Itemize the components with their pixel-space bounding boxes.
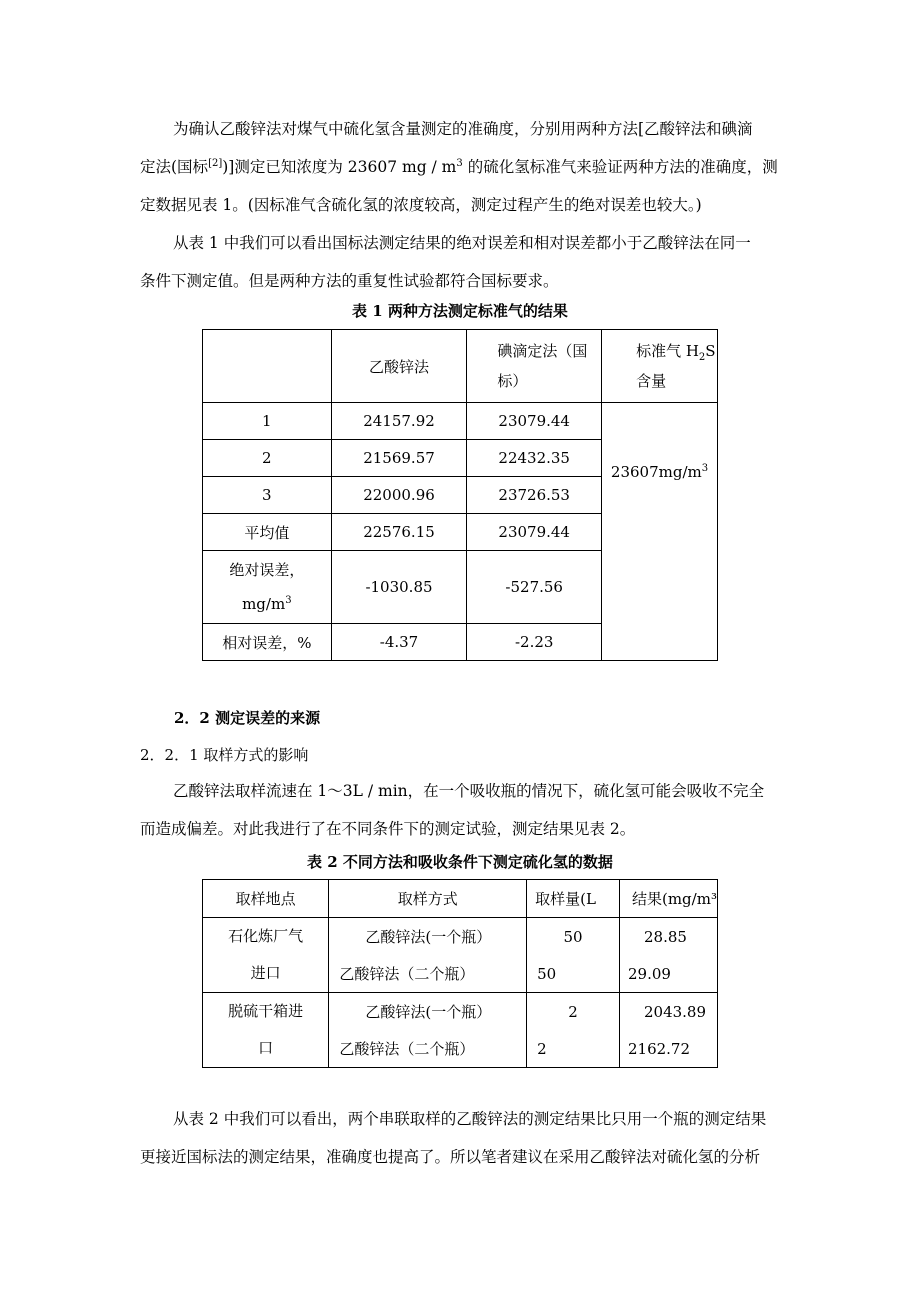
- method-cell: 乙酸锌法（二个瓶）: [329, 955, 527, 993]
- para3-line-1: 乙酸锌法取样流速在 1～3L / min，在一个吸收瓶的情况下，硫化氢可能会吸收不完全: [173, 782, 765, 800]
- site-b: 口: [258, 1039, 274, 1057]
- zinc-value: 22000.96: [331, 477, 467, 514]
- abs-error-iodine: -527.56: [467, 551, 602, 624]
- iodine-value: 23079.44: [467, 514, 602, 551]
- standard-value: [602, 403, 718, 661]
- iodine-value: 22432.35: [467, 440, 602, 477]
- volume-cell: 50: [527, 955, 620, 993]
- header-standard-a: 标准气 H: [636, 342, 699, 360]
- para4-line-1: 从表 2 中我们可以看出，两个串联取样的乙酸锌法的测定结果比只用一个瓶的测定结果: [173, 1110, 767, 1128]
- abs-err-label-a: 绝对误差，: [229, 561, 305, 579]
- para2-line-1: 从表 1 中我们可以看出国标法测定结果的绝对误差和相对误差都小于乙酸锌法在同一: [173, 234, 751, 252]
- table2-header-volume: 取样量(L: [527, 880, 620, 918]
- intro-paragraph: [140, 110, 780, 224]
- abs-err-label-b: mg/m: [242, 595, 286, 613]
- table2-header-method: 取样方式: [329, 880, 527, 918]
- intro-line-2-sup: 3: [456, 157, 463, 169]
- table2-header-site: 取样地点: [203, 880, 329, 918]
- result-cell: 28.85: [619, 918, 717, 956]
- intro-line-3: 定数据见表 1。(因标准气含硫化氢的浓度较高，测定过程产生的绝对误差也较大。): [140, 196, 702, 214]
- header-iodine-b: 标）: [497, 372, 528, 390]
- method-cell: 乙酸锌法（二个瓶）: [329, 1030, 527, 1068]
- zinc-value: 22576.15: [331, 514, 467, 551]
- result-cell: 29.09: [619, 955, 717, 993]
- result-cell: 2162.72: [619, 1030, 717, 1068]
- method-cell: 乙酸锌法(一个瓶）: [329, 918, 527, 956]
- para3-line-2: 而造成偏差。对此我进行了在不同条件下的测定试验，测定结果见表 2。: [140, 820, 636, 838]
- table-row: [203, 403, 718, 440]
- intro-line-2-post: 的硫化氢标准气来验证两种方法的准确度，测: [462, 158, 778, 176]
- volume-cell: 2: [527, 1030, 620, 1068]
- table2: [202, 879, 718, 1068]
- table2-caption: 表 2 不同方法和吸收条件下测定硫化氢的数据: [307, 853, 613, 871]
- standard-value-text: [602, 463, 717, 481]
- paragraph-2: [140, 224, 780, 300]
- rel-error-label: 相对误差，%: [203, 624, 332, 661]
- rel-error-iodine: -2.23: [467, 624, 602, 661]
- site-a: 脱硫干箱进: [228, 1002, 304, 1020]
- table-row: [203, 993, 718, 1031]
- volume-cell: 50: [527, 918, 620, 956]
- intro-line-2-pre: 定法(国标: [140, 158, 209, 176]
- row-label: 平均值: [203, 514, 332, 551]
- para2-line-2: 条件下测定值。但是两种方法的重复性试验都符合国标要求。: [140, 272, 559, 290]
- paragraph-4: [140, 1100, 780, 1176]
- standard-sup: 3: [701, 462, 709, 474]
- method-cell: 乙酸锌法(一个瓶）: [329, 993, 527, 1031]
- table1-header-standard: [602, 330, 718, 403]
- table1-header-empty: [203, 330, 332, 403]
- abs-error-label: [203, 551, 332, 624]
- table2-header-result: 结果(mg/m³: [619, 880, 717, 918]
- standard-text: 23607mg/m: [610, 462, 702, 481]
- intro-line-2-mid: )]测定已知浓度为 23607 mg / m: [222, 158, 457, 176]
- paragraph-3: [140, 772, 780, 848]
- subsection-heading: 2．2．1 取样方式的影响: [140, 746, 309, 764]
- result-cell: 2043.89: [619, 993, 717, 1031]
- site-cell: [203, 993, 329, 1068]
- table1-header-iodine: [467, 330, 602, 403]
- abs-error-zinc: -1030.85: [331, 551, 467, 624]
- table2-header-row: [203, 880, 718, 918]
- rel-error-zinc: -4.37: [331, 624, 467, 661]
- row-label: 2: [203, 440, 332, 477]
- header-iodine-a: 碘滴定法（国: [497, 342, 588, 360]
- abs-err-label-sup: 3: [285, 595, 292, 606]
- para4-line-2: 更接近国标法的测定结果，准确度也提高了。所以笔者建议在采用乙酸锌法对硫化氢的分析: [140, 1148, 761, 1166]
- citation-ref: [2]: [208, 157, 223, 169]
- site-b: 进口: [250, 964, 281, 982]
- table1: [202, 329, 718, 661]
- header-standard-b: S: [705, 342, 716, 360]
- site-a: 石化炼厂气: [228, 927, 304, 945]
- zinc-value: 24157.92: [331, 403, 467, 440]
- iodine-value: 23079.44: [467, 403, 602, 440]
- zinc-value: 21569.57: [331, 440, 467, 477]
- section-heading: 2．2 测定误差的来源: [174, 709, 321, 727]
- table1-caption: 表 1 两种方法测定标准气的结果: [352, 302, 568, 320]
- table1-header-row: [203, 330, 718, 403]
- header-standard-c: 含量: [636, 372, 667, 390]
- row-label: 3: [203, 477, 332, 514]
- intro-line-1: 为确认乙酸锌法对煤气中硫化氢含量测定的准确度，分别用两种方法[乙酸锌法和碘滴: [173, 120, 753, 138]
- header-standard-sub: 2: [698, 352, 706, 363]
- site-cell: [203, 918, 329, 993]
- table1-header-zinc: 乙酸锌法: [331, 330, 467, 403]
- volume-cell: 2: [527, 993, 620, 1031]
- row-label: 1: [203, 403, 332, 440]
- intro-line-2: [140, 148, 780, 186]
- table-row: [203, 918, 718, 956]
- iodine-value: 23726.53: [467, 477, 602, 514]
